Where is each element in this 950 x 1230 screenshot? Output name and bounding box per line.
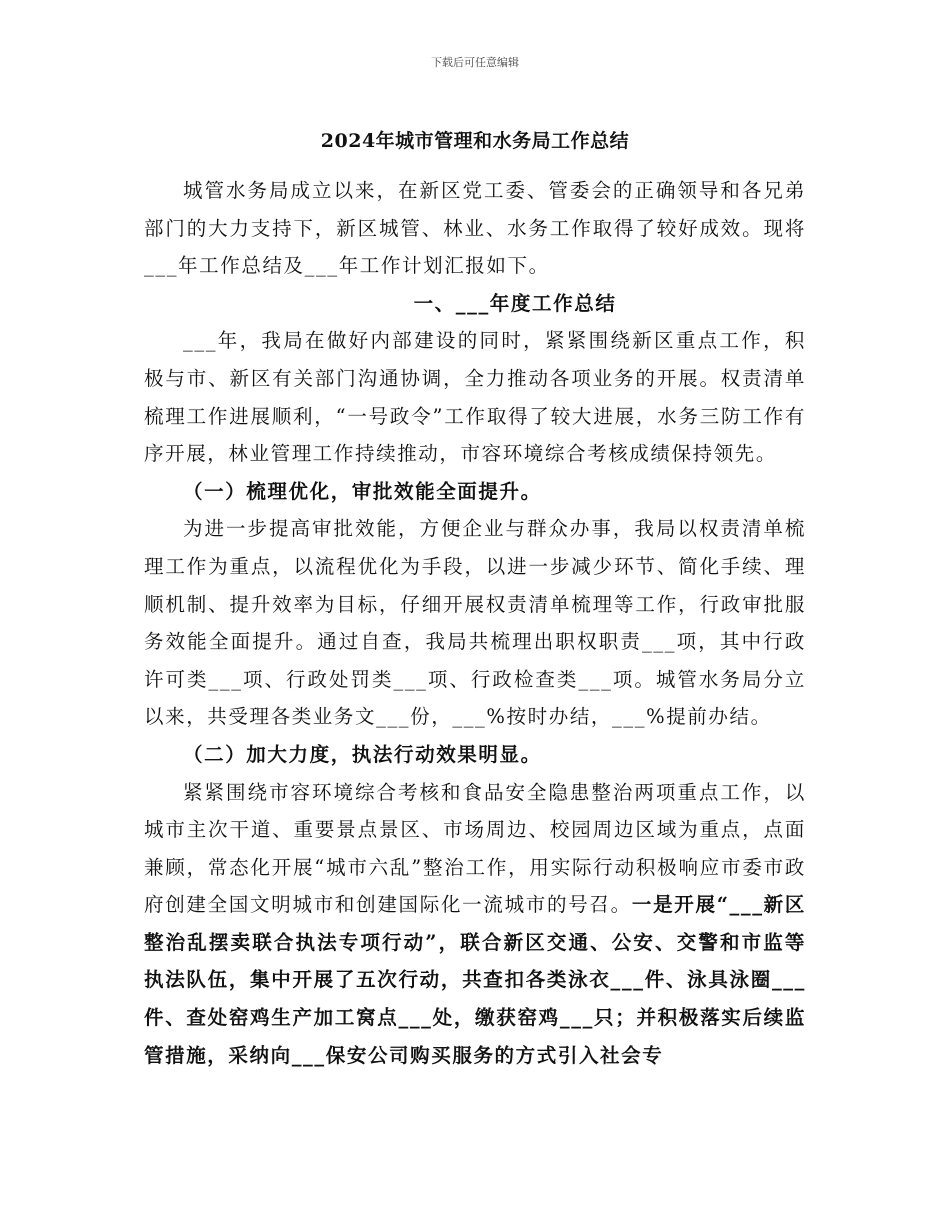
subsection-heading-1: （一）梳理优化，审批效能全面提升。 [183,479,542,503]
subsection-body-2 [144,774,806,1075]
intro-paragraph: 城管水务局成立以来，在新区党工委、管委会的正确领导和各兄弟部门的大力支持下，新区城管、林业、水务工作取得了较好成效。现将___年工作总结及___年工作计划汇报如下。 [144,179,806,278]
page-header-note: 下载后可任意编辑 [431,56,519,69]
subsection-body-1: 为进一步提高审批效能，方便企业与群众办事，我局以权责清单梳理工作为重点，以流程优化为手段，以进一步减少环节、简化手续、理顺机制、提升效率为目标，仔细开展权责清单梳理等工作，行政审批服务效能全面提升。通过自查，我局共梳理出职权职责___项，其中行政许可类___项、行政处罚类___项、行政检查类___项。城管水务局分立以来，共受理各类业务文___份，___%按时办结，___%提前办结。 [144,517,806,729]
document-body [144,172,806,1074]
document-title: 2024年城市管理和水务局工作总结 [320,130,630,152]
subsection-body-2-normal: 紧紧围绕市容环境综合考核和食品安全隐患整治两项重点工作，以城市主次干道、重要景点景区、市场周边、校园周边区域为重点，点面兼顾，常态化开展“城市六乱”整治工作，用实际行动积极响应市委市政府创建全国文明城市和创建国际化一流城市的号召。 [144,780,806,917]
section-heading: 一、___年度工作总结 [413,291,617,315]
subsection-body-2-bold: 一是开展“___新区整治乱摆卖联合执法专项行动”，联合新区交通、公安、交警和市监等执法队伍，集中开展了五次行动，共查扣各类泳衣___件、泳具泳圈___件、查处窑鸡生产加工窝点___处，缴获窑鸡___只；并积极落实后续监管措施，采纳向___保安公司购买服务的方式引入社会专 [144,893,806,1067]
subsection-heading-2: （二）加大力度，执法行动效果明显。 [183,742,542,766]
summary-paragraph: ___年，我局在做好内部建设的同时，紧紧围绕新区重点工作，积极与市、新区有关部门沟通协调，全力推动各项业务的开展。权责清单梳理工作进展顺利，“一号政令”工作取得了较大进展，水务三防工作有序开展，林业管理工作持续推动，市容环境综合考核成绩保持领先。 [144,329,806,466]
